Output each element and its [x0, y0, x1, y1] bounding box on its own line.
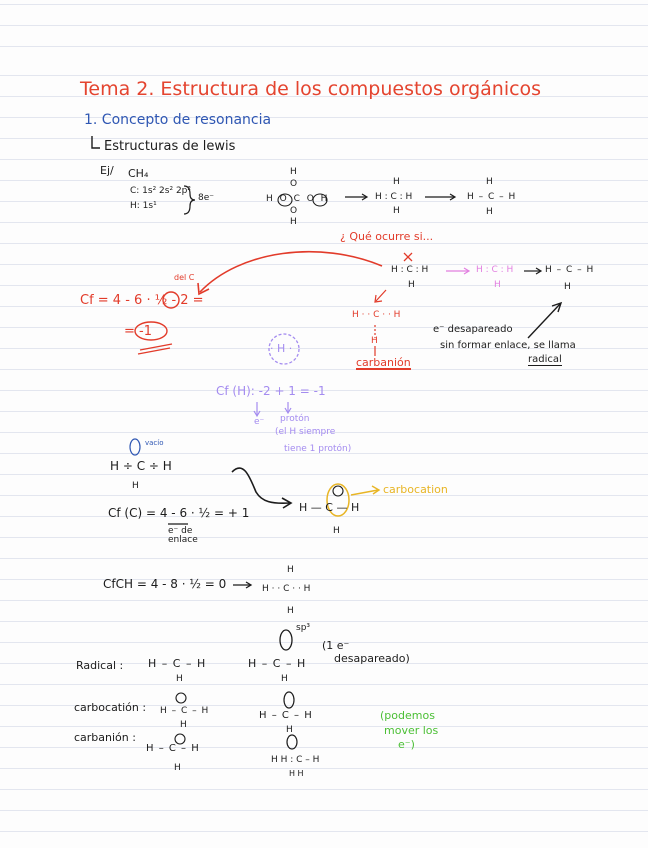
ch-structure-row: H · · C · · H [262, 584, 311, 594]
sp3-label: sp³ [296, 623, 311, 633]
ch-structure-atom: H [287, 565, 294, 575]
carbanion-row-label: carbanión : [74, 731, 136, 744]
pink-structure-row: H : C : H [476, 265, 514, 275]
hydrogen-configuration: H: 1s¹ [130, 201, 157, 211]
carbocation-label: carbocation [383, 483, 448, 496]
unpaired-note: desapareado) [334, 652, 410, 665]
line-structure-atom: H [486, 207, 493, 217]
subsection-heading: Estructuras de lewis [104, 139, 236, 154]
carbocation-structure-2: H – C – H [160, 706, 210, 716]
bond-electrons-note: e⁻ de enlace [168, 526, 198, 545]
underline-scribble-icon [138, 344, 172, 354]
carbocation-structure-row: H — C — H [299, 501, 360, 514]
note-line: (podemos [380, 709, 435, 722]
arrow-icon [528, 304, 560, 338]
radical-structure-atom: H [176, 674, 183, 684]
carbocation-structure-atom: H [333, 526, 340, 536]
cf-ch: CfCH = 4 - 8 · ½ = 0 [103, 577, 227, 591]
radical-structure-2: H – C – H [248, 657, 307, 670]
carbocation-lewis-row: H ÷ C ÷ H [110, 459, 172, 473]
one-electron-note: (1 e⁻ [322, 639, 350, 652]
positive-charge-icon [176, 693, 186, 703]
carbocation-structure-2-atom: H [180, 720, 187, 730]
radical-final-atom: H [564, 282, 571, 292]
formal-charge-formula: Cf = 4 - 6 · ½ - 2 = [80, 293, 204, 308]
note-line: mover los [384, 724, 439, 737]
dot-structure-atom: H [393, 177, 400, 187]
line-structure-atom: H [486, 177, 493, 187]
radical-row: H : C : H [391, 265, 429, 275]
cf-carbon: Cf (C) = 4 - 6 · ½ = + 1 [108, 506, 250, 520]
carbanion-atom: H [371, 336, 378, 346]
radical-atom: H [408, 280, 415, 290]
molecule-formula: CH₄ [128, 167, 149, 180]
ch-structure-atom: H [287, 606, 294, 616]
question-text: ¿ Qué ocurre si... [340, 230, 434, 243]
radical-final-row: H – C – H [545, 265, 595, 275]
carbocation-structure-3-atom: H [286, 725, 293, 735]
positive-charge-icon [333, 486, 343, 496]
unpaired-electron-note: e⁻ desapareado [433, 324, 513, 335]
line-structure-row: H – C – H [467, 192, 517, 202]
carbanion-structure-3-atom: H H [289, 769, 304, 778]
cf-hydrogen: Cf (H): -2 + 1 = -1 [216, 384, 326, 398]
carbocation-row-label: carbocatión : [74, 701, 147, 714]
empty-orbital-icon [130, 439, 140, 455]
radical-structure-2-atom: H [281, 674, 288, 684]
carbanion-row: H · · C · · H [352, 310, 401, 320]
pink-structure-atom: H [494, 280, 501, 290]
lewis-atom: H [290, 167, 297, 177]
radical-row-label: Radical : [76, 659, 124, 672]
section-heading: 1. Concepto de resonancia [84, 112, 272, 128]
electron-count: 8e⁻ [198, 193, 215, 203]
lewis-atom: O [290, 206, 298, 216]
note-line: e⁻) [398, 738, 415, 751]
page-title: Tema 2. Estructura de los compuestos orgánicos [80, 78, 542, 100]
lone-pair-orbital-icon [287, 735, 297, 749]
formal-charge-result: = -1 [124, 324, 152, 339]
vacant-label: vacío [145, 439, 164, 447]
proton-symbol: · H · [270, 342, 293, 355]
proton-label: protón [280, 414, 310, 424]
cross-icon [404, 253, 412, 261]
empty-orbital-icon [284, 692, 294, 708]
lewis-atom: O [290, 179, 298, 189]
carbon-configuration: C: 1s² 2s² 2p² [130, 186, 191, 196]
proton-note: (el H siempre [275, 427, 336, 437]
radical-term: radical [528, 354, 562, 365]
carbanion-label: carbanión [356, 356, 411, 369]
example-label: Ej/ [100, 164, 114, 177]
annotation-del-c: del C [174, 273, 195, 282]
curved-arrow-icon [232, 468, 290, 503]
proton-note: tiene 1 protón) [284, 444, 352, 454]
carbocation-lewis-atom: H [132, 481, 139, 491]
electron-label: e⁻ [254, 417, 265, 427]
radical-structure: H – C – H [148, 657, 207, 670]
hook-arrow-icon [92, 136, 100, 148]
lewis-atom: H [290, 217, 297, 227]
carbanion-structure-2-atom: H [174, 763, 181, 773]
sp3-orbital-icon [280, 630, 292, 650]
lewis-row: H O C O H [266, 194, 330, 204]
carbanion-structure-3: H H : C – H [271, 755, 320, 765]
curved-arrow-icon [200, 252, 382, 292]
carbocation-structure-3: H – C – H [259, 710, 313, 721]
dot-structure-row: H : C : H [375, 192, 413, 202]
dot-structure-atom: H [393, 206, 400, 216]
unpaired-electron-note: sin formar enlace, se llama [440, 340, 576, 351]
carbanion-structure-2: H – C – H [146, 743, 200, 754]
